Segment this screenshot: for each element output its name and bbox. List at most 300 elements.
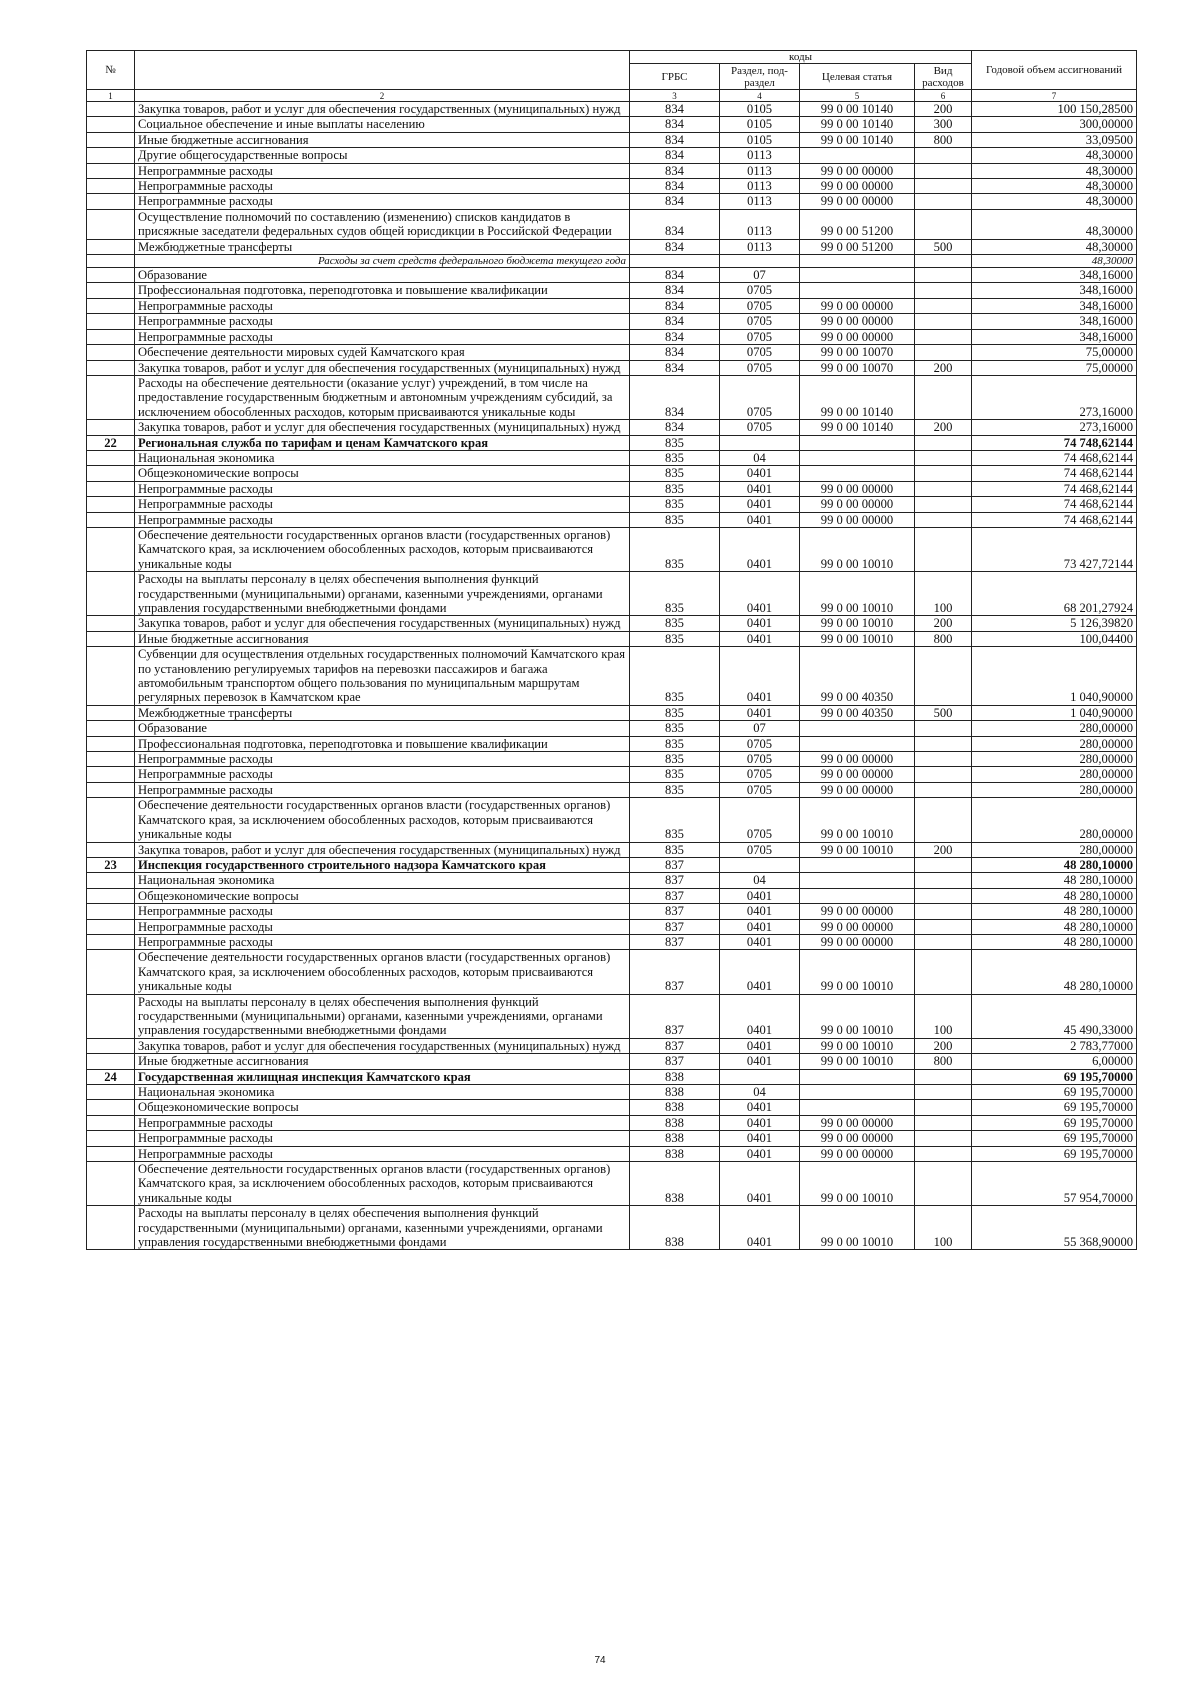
row-section: 0401 — [720, 1162, 800, 1206]
page-number: 74 — [594, 1655, 606, 1666]
row-amount: 74 468,62144 — [972, 481, 1137, 496]
row-grbs: 835 — [630, 736, 720, 751]
row-amount: 280,00000 — [972, 782, 1137, 797]
row-name: Национальная экономика — [135, 1085, 630, 1100]
row-target: 99 0 00 00000 — [800, 919, 915, 934]
table-row — [87, 527, 1137, 571]
row-number — [87, 873, 135, 888]
row-target: 99 0 00 10140 — [800, 117, 915, 132]
table-row — [87, 798, 1137, 842]
row-target: 99 0 00 10140 — [800, 102, 915, 117]
row-section: 0705 — [720, 329, 800, 344]
table-row — [87, 842, 1137, 857]
table-row — [87, 466, 1137, 481]
row-grbs: 834 — [630, 148, 720, 163]
row-grbs: 835 — [630, 616, 720, 631]
row-name: Непрограммные расходы — [135, 1131, 630, 1146]
row-amount: 348,16000 — [972, 329, 1137, 344]
table-row — [87, 255, 1137, 268]
row-amount: 48 280,10000 — [972, 934, 1137, 949]
row-name: Непрограммные расходы — [135, 1115, 630, 1130]
row-grbs: 835 — [630, 647, 720, 706]
row-name: Профессиональная подготовка, переподготовка и повышение квалификации — [135, 736, 630, 751]
row-kind — [915, 527, 972, 571]
col-number: 1 — [87, 90, 135, 102]
row-number — [87, 179, 135, 194]
row-section: 0401 — [720, 497, 800, 512]
row-section: 0401 — [720, 512, 800, 527]
table-row — [87, 1115, 1137, 1130]
row-kind — [915, 255, 972, 268]
row-kind — [915, 950, 972, 994]
row-name: Расходы на выплаты персоналу в целях обеспечения выполнения функций государственными (муниципальными) органами, казенными учреждениями, органами управления государственными внебюджетными фондами — [135, 572, 630, 616]
row-target: 99 0 00 00000 — [800, 904, 915, 919]
row-grbs: 834 — [630, 420, 720, 435]
table-row — [87, 572, 1137, 616]
row-name: Непрограммные расходы — [135, 904, 630, 919]
col-number: 7 — [972, 90, 1137, 102]
row-grbs: 834 — [630, 283, 720, 298]
row-target: 99 0 00 00000 — [800, 767, 915, 782]
row-target: 99 0 00 00000 — [800, 163, 915, 178]
row-kind — [915, 1069, 972, 1084]
row-target: 99 0 00 00000 — [800, 1131, 915, 1146]
row-kind — [915, 345, 972, 360]
table-row — [87, 1206, 1137, 1250]
row-name: Обеспечение деятельности государственных органов власти (государственных органов) Камчатского края, за исключением обособленных расходов, которым присваиваются уникальные коды — [135, 798, 630, 842]
row-amount: 2 783,77000 — [972, 1038, 1137, 1053]
row-grbs: 835 — [630, 752, 720, 767]
row-number — [87, 647, 135, 706]
row-grbs: 835 — [630, 527, 720, 571]
row-amount: 69 195,70000 — [972, 1069, 1137, 1084]
row-amount: 48,30000 — [972, 163, 1137, 178]
row-target: 99 0 00 10010 — [800, 798, 915, 842]
row-name: Иные бюджетные ассигнования — [135, 631, 630, 646]
row-target: 99 0 00 10010 — [800, 950, 915, 994]
row-number — [87, 209, 135, 239]
row-number — [87, 148, 135, 163]
row-kind — [915, 782, 972, 797]
row-section: 0705 — [720, 314, 800, 329]
row-grbs: 835 — [630, 631, 720, 646]
row-number — [87, 360, 135, 375]
row-name: Региональная служба по тарифам и ценам Камчатского края — [135, 435, 630, 450]
row-grbs: 838 — [630, 1069, 720, 1084]
row-number — [87, 1085, 135, 1100]
row-number: 23 — [87, 857, 135, 872]
row-section: 0705 — [720, 752, 800, 767]
row-number — [87, 904, 135, 919]
row-section: 0705 — [720, 767, 800, 782]
table-row — [87, 888, 1137, 903]
row-section: 0401 — [720, 1100, 800, 1115]
row-name: Непрограммные расходы — [135, 314, 630, 329]
table-row — [87, 782, 1137, 797]
row-amount: 273,16000 — [972, 375, 1137, 419]
table-row — [87, 179, 1137, 194]
table-row — [87, 209, 1137, 239]
row-amount: 280,00000 — [972, 798, 1137, 842]
row-number — [87, 705, 135, 720]
row-kind: 100 — [915, 1206, 972, 1250]
budget-table — [86, 50, 1137, 1250]
row-grbs: 838 — [630, 1131, 720, 1146]
row-amount: 48,30000 — [972, 255, 1137, 268]
table-row — [87, 481, 1137, 496]
row-kind: 100 — [915, 994, 972, 1038]
row-number — [87, 466, 135, 481]
row-number — [87, 1206, 135, 1250]
row-amount: 348,16000 — [972, 283, 1137, 298]
row-grbs: 835 — [630, 435, 720, 450]
row-number — [87, 1162, 135, 1206]
row-section: 0705 — [720, 360, 800, 375]
table-row — [87, 239, 1137, 254]
row-target — [800, 1100, 915, 1115]
row-kind — [915, 1115, 972, 1130]
table-row — [87, 873, 1137, 888]
header-amount: Годовой объем ассигнований — [972, 51, 1137, 90]
row-name: Непрограммные расходы — [135, 919, 630, 934]
table-row — [87, 919, 1137, 934]
row-amount: 48,30000 — [972, 194, 1137, 209]
row-number — [87, 132, 135, 147]
row-kind — [915, 919, 972, 934]
row-kind — [915, 450, 972, 465]
row-amount: 6,00000 — [972, 1054, 1137, 1069]
row-amount: 75,00000 — [972, 345, 1137, 360]
row-number — [87, 527, 135, 571]
row-name: Социальное обеспечение и иные выплаты населению — [135, 117, 630, 132]
table-row — [87, 314, 1137, 329]
row-kind: 500 — [915, 705, 972, 720]
row-section: 0401 — [720, 1115, 800, 1130]
table-row — [87, 1085, 1137, 1100]
row-number — [87, 631, 135, 646]
row-number — [87, 1100, 135, 1115]
row-grbs: 835 — [630, 842, 720, 857]
table-row — [87, 132, 1137, 147]
row-section: 0401 — [720, 1038, 800, 1053]
row-grbs: 838 — [630, 1162, 720, 1206]
row-target: 99 0 00 10070 — [800, 345, 915, 360]
row-kind: 200 — [915, 842, 972, 857]
row-number — [87, 994, 135, 1038]
row-kind — [915, 1162, 972, 1206]
row-target: 99 0 00 00000 — [800, 512, 915, 527]
row-number — [87, 736, 135, 751]
row-name: Общеэкономические вопросы — [135, 1100, 630, 1115]
row-grbs: 838 — [630, 1146, 720, 1161]
row-section: 0105 — [720, 132, 800, 147]
row-kind — [915, 298, 972, 313]
row-number — [87, 329, 135, 344]
row-amount: 5 126,39820 — [972, 616, 1137, 631]
table-row — [87, 631, 1137, 646]
row-name: Обеспечение деятельности государственных органов власти (государственных органов) Камчатского края, за исключением обособленных расходов, которым присваиваются уникальные коды — [135, 950, 630, 994]
row-target: 99 0 00 40350 — [800, 647, 915, 706]
row-target: 99 0 00 00000 — [800, 752, 915, 767]
row-kind — [915, 512, 972, 527]
row-target — [800, 721, 915, 736]
row-number — [87, 239, 135, 254]
row-grbs: 835 — [630, 466, 720, 481]
row-number — [87, 934, 135, 949]
row-kind — [915, 1100, 972, 1115]
row-kind — [915, 934, 972, 949]
row-amount: 348,16000 — [972, 314, 1137, 329]
row-name: Закупка товаров, работ и услуг для обеспечения государственных (муниципальных) нужд — [135, 360, 630, 375]
row-target: 99 0 00 00000 — [800, 329, 915, 344]
row-kind — [915, 767, 972, 782]
row-number — [87, 1038, 135, 1053]
row-kind — [915, 194, 972, 209]
row-amount: 280,00000 — [972, 736, 1137, 751]
row-name: Национальная экономика — [135, 873, 630, 888]
row-name: Непрограммные расходы — [135, 934, 630, 949]
row-grbs: 834 — [630, 298, 720, 313]
row-name: Непрограммные расходы — [135, 481, 630, 496]
row-amount: 280,00000 — [972, 842, 1137, 857]
row-name: Иные бюджетные ассигнования — [135, 132, 630, 147]
row-target — [800, 255, 915, 268]
row-amount: 48,30000 — [972, 148, 1137, 163]
table-row — [87, 420, 1137, 435]
row-amount: 69 195,70000 — [972, 1115, 1137, 1130]
row-name: Закупка товаров, работ и услуг для обеспечения государственных (муниципальных) нужд — [135, 842, 630, 857]
row-section: 0705 — [720, 736, 800, 751]
table-row — [87, 450, 1137, 465]
row-target: 99 0 00 10010 — [800, 616, 915, 631]
row-section: 04 — [720, 1085, 800, 1100]
row-section: 0401 — [720, 994, 800, 1038]
row-amount: 280,00000 — [972, 752, 1137, 767]
row-name: Расходы на выплаты персоналу в целях обеспечения выполнения функций государственными (муниципальными) органами, казенными учреждениями, органами управления государственными внебюджетными фондами — [135, 994, 630, 1038]
row-kind: 300 — [915, 117, 972, 132]
row-name: Расходы на выплаты персоналу в целях обеспечения выполнения функций государственными (муниципальными) органами, казенными учреждениями, органами управления государственными внебюджетными фондами — [135, 1206, 630, 1250]
table-row — [87, 435, 1137, 450]
row-name: Непрограммные расходы — [135, 1146, 630, 1161]
row-grbs: 837 — [630, 934, 720, 949]
row-name: Обеспечение деятельности государственных органов власти (государственных органов) Камчатского края, за исключением обособленных расходов, которым присваиваются уникальные коды — [135, 527, 630, 571]
col-number: 4 — [720, 90, 800, 102]
row-grbs: 835 — [630, 572, 720, 616]
row-amount: 73 427,72144 — [972, 527, 1137, 571]
row-kind — [915, 435, 972, 450]
row-grbs: 838 — [630, 1206, 720, 1250]
row-kind — [915, 798, 972, 842]
row-section: 0401 — [720, 647, 800, 706]
row-target: 99 0 00 10010 — [800, 572, 915, 616]
row-kind — [915, 721, 972, 736]
row-grbs: 835 — [630, 450, 720, 465]
row-kind — [915, 375, 972, 419]
row-grbs: 834 — [630, 314, 720, 329]
row-grbs: 835 — [630, 798, 720, 842]
row-name: Инспекция государственного строительного надзора Камчатского края — [135, 857, 630, 872]
row-kind — [915, 736, 972, 751]
table-row — [87, 1069, 1137, 1084]
row-grbs: 835 — [630, 721, 720, 736]
row-amount: 45 490,33000 — [972, 994, 1137, 1038]
header-name — [135, 51, 630, 90]
row-kind: 200 — [915, 360, 972, 375]
table-row — [87, 721, 1137, 736]
row-section: 0401 — [720, 616, 800, 631]
table-row — [87, 194, 1137, 209]
row-grbs: 837 — [630, 1054, 720, 1069]
row-kind — [915, 1085, 972, 1100]
row-target — [800, 857, 915, 872]
table-row — [87, 950, 1137, 994]
row-section: 0105 — [720, 117, 800, 132]
row-number — [87, 767, 135, 782]
table-row — [87, 616, 1137, 631]
row-kind — [915, 148, 972, 163]
row-number — [87, 481, 135, 496]
row-section: 0705 — [720, 782, 800, 797]
row-section: 0105 — [720, 102, 800, 117]
row-target — [800, 873, 915, 888]
table-row — [87, 1038, 1137, 1053]
row-target: 99 0 00 00000 — [800, 497, 915, 512]
row-name: Закупка товаров, работ и услуг для обеспечения государственных (муниципальных) нужд — [135, 616, 630, 631]
row-kind: 800 — [915, 1054, 972, 1069]
row-target — [800, 148, 915, 163]
row-kind: 200 — [915, 420, 972, 435]
row-name: Межбюджетные трансферты — [135, 705, 630, 720]
table-row — [87, 298, 1137, 313]
row-grbs: 835 — [630, 767, 720, 782]
row-grbs: 835 — [630, 512, 720, 527]
row-kind — [915, 466, 972, 481]
row-number — [87, 450, 135, 465]
row-grbs: 834 — [630, 209, 720, 239]
row-target: 99 0 00 10010 — [800, 631, 915, 646]
row-amount: 75,00000 — [972, 360, 1137, 375]
row-target — [800, 1069, 915, 1084]
row-amount: 1 040,90000 — [972, 705, 1137, 720]
row-section: 07 — [720, 268, 800, 283]
col-number: 6 — [915, 90, 972, 102]
row-amount: 48 280,10000 — [972, 888, 1137, 903]
row-section — [720, 255, 800, 268]
row-target: 99 0 00 10010 — [800, 1038, 915, 1053]
row-grbs: 838 — [630, 1115, 720, 1130]
row-section: 0113 — [720, 239, 800, 254]
table-row — [87, 497, 1137, 512]
row-target — [800, 435, 915, 450]
row-number — [87, 798, 135, 842]
row-amount: 48,30000 — [972, 239, 1137, 254]
row-name: Общеэкономические вопросы — [135, 466, 630, 481]
row-amount: 48 280,10000 — [972, 904, 1137, 919]
row-target: 99 0 00 00000 — [800, 934, 915, 949]
row-section: 0705 — [720, 375, 800, 419]
row-target — [800, 1085, 915, 1100]
row-target: 99 0 00 10070 — [800, 360, 915, 375]
table-row — [87, 1131, 1137, 1146]
row-kind — [915, 857, 972, 872]
table-row — [87, 1146, 1137, 1161]
row-section: 0705 — [720, 283, 800, 298]
header-codes: коды — [630, 51, 972, 64]
table-row — [87, 857, 1137, 872]
row-grbs: 834 — [630, 268, 720, 283]
row-amount: 280,00000 — [972, 721, 1137, 736]
col-number: 3 — [630, 90, 720, 102]
row-number — [87, 782, 135, 797]
table-header — [87, 51, 1137, 102]
table-row — [87, 360, 1137, 375]
row-amount: 280,00000 — [972, 767, 1137, 782]
row-section — [720, 435, 800, 450]
row-amount: 74 468,62144 — [972, 497, 1137, 512]
header-target: Целевая статья — [800, 64, 915, 90]
row-kind: 200 — [915, 102, 972, 117]
row-kind — [915, 1146, 972, 1161]
row-section: 0705 — [720, 842, 800, 857]
table-row — [87, 904, 1137, 919]
row-amount: 48 280,10000 — [972, 857, 1137, 872]
row-number — [87, 1115, 135, 1130]
header-kind: Вид расходов — [915, 64, 972, 90]
table-row — [87, 1162, 1137, 1206]
row-section: 0401 — [720, 527, 800, 571]
row-name: Обеспечение деятельности государственных органов власти (государственных органов) Камчатского края, за исключением обособленных расходов, которым присваиваются уникальные коды — [135, 1162, 630, 1206]
row-number — [87, 1146, 135, 1161]
table-row — [87, 268, 1137, 283]
row-kind: 200 — [915, 616, 972, 631]
row-name: Обеспечение деятельности мировых судей Камчатского края — [135, 345, 630, 360]
row-section — [720, 857, 800, 872]
row-section: 0113 — [720, 148, 800, 163]
row-number: 22 — [87, 435, 135, 450]
row-grbs: 835 — [630, 705, 720, 720]
row-name: Субвенции для осуществления отдельных государственных полномочий Камчатского края по установлению регулируемых тарифов на перевозки пассажиров и багажа автомобильным транспортом общего пользования по муниципальным маршрутам регулярных перевозок в Камчатском крае — [135, 647, 630, 706]
row-number — [87, 919, 135, 934]
row-amount: 68 201,27924 — [972, 572, 1137, 616]
row-section: 07 — [720, 721, 800, 736]
row-amount: 74 748,62144 — [972, 435, 1137, 450]
row-target: 99 0 00 00000 — [800, 1146, 915, 1161]
row-number — [87, 721, 135, 736]
table-row — [87, 767, 1137, 782]
row-number — [87, 752, 135, 767]
row-amount: 48 280,10000 — [972, 873, 1137, 888]
header-grbs: ГРБС — [630, 64, 720, 90]
row-section: 0401 — [720, 888, 800, 903]
row-target: 99 0 00 10140 — [800, 375, 915, 419]
row-amount: 48,30000 — [972, 179, 1137, 194]
row-grbs: 835 — [630, 782, 720, 797]
budget-table-sheet — [86, 50, 1136, 1250]
row-grbs: 834 — [630, 360, 720, 375]
row-number — [87, 1054, 135, 1069]
row-amount: 69 195,70000 — [972, 1100, 1137, 1115]
row-section: 0705 — [720, 298, 800, 313]
row-target: 99 0 00 10140 — [800, 132, 915, 147]
row-name: Межбюджетные трансферты — [135, 239, 630, 254]
row-name: Закупка товаров, работ и услуг для обеспечения государственных (муниципальных) нужд — [135, 420, 630, 435]
row-number — [87, 950, 135, 994]
row-number — [87, 842, 135, 857]
row-grbs: 835 — [630, 497, 720, 512]
row-number — [87, 375, 135, 419]
row-section: 0401 — [720, 950, 800, 994]
row-amount: 48,30000 — [972, 209, 1137, 239]
